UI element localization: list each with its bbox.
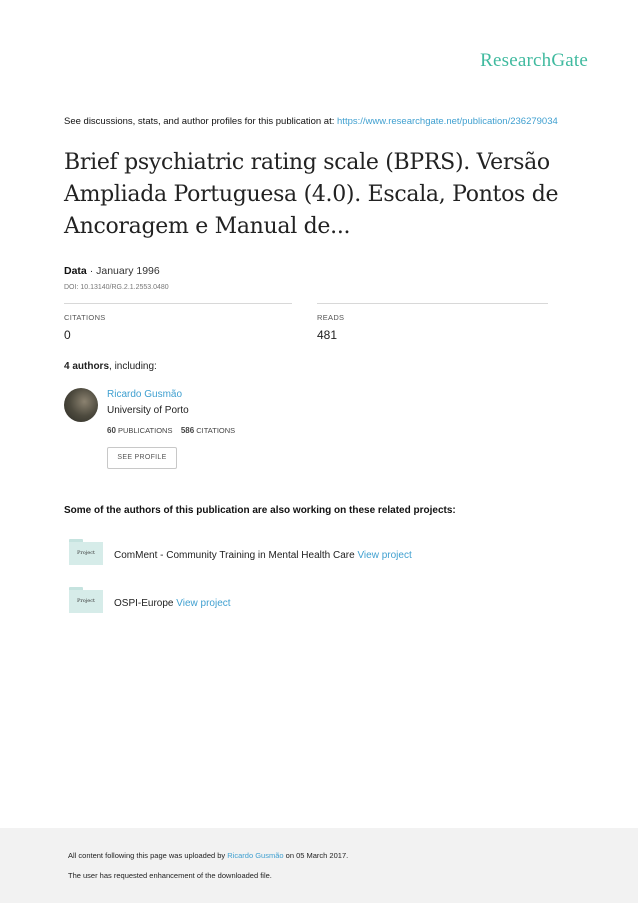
- publication-doi: DOI: 10.13140/RG.2.1.2553.0480: [64, 284, 169, 291]
- project-name: OSPI-Europe: [114, 598, 174, 609]
- authors-suffix: , including:: [109, 361, 157, 372]
- divider-right: [317, 303, 548, 304]
- upload-prefix: All content following this page was uploaded by: [68, 851, 226, 860]
- see-profile-button[interactable]: SEE PROFILE: [107, 447, 177, 469]
- researchgate-logo[interactable]: ResearchGate: [480, 50, 588, 71]
- publication-url-link[interactable]: https://www.researchgate.net/publication/236279034: [337, 116, 558, 127]
- discussion-prefix: See discussions, stats, and author profiles for this publication at:: [64, 116, 335, 127]
- reads-value: 481: [317, 328, 338, 342]
- project-folder-label: Project: [69, 590, 103, 613]
- upload-date: on 05 March 2017.: [285, 851, 349, 860]
- project-item: [114, 550, 412, 561]
- author-citations-count: 586: [180, 426, 195, 435]
- author-publications-count: 60: [107, 426, 116, 435]
- reads-label: READS: [317, 313, 345, 322]
- author-name-link[interactable]: Ricardo Gusmão: [107, 389, 183, 400]
- publication-type: Data: [64, 265, 87, 277]
- project-folder-icon: [69, 539, 103, 565]
- upload-note: [68, 851, 348, 860]
- citations-label: CITATIONS: [64, 313, 106, 322]
- author-publications-label: PUBLICATIONS: [118, 426, 173, 435]
- author-institution: University of Porto: [107, 405, 189, 416]
- author-stats: [107, 426, 235, 435]
- footer-panel: [0, 828, 638, 903]
- authors-summary: [64, 361, 157, 372]
- author-avatar[interactable]: [64, 388, 98, 422]
- authors-count: 4 authors: [64, 361, 110, 372]
- uploader-link[interactable]: Ricardo Gusmão: [227, 851, 284, 860]
- project-item: [114, 598, 231, 609]
- related-projects-heading: Some of the authors of this publication are also working on these related projects:: [64, 505, 456, 516]
- enhancement-note: The user has requested enhancement of the downloaded file.: [68, 871, 272, 880]
- view-project-link[interactable]: View project: [176, 598, 231, 609]
- citations-value: 0: [64, 328, 71, 342]
- project-folder-label: Project: [69, 542, 103, 565]
- project-name: ComMent - Community Training in Mental Health Care: [114, 550, 355, 561]
- author-citations-label: CITATIONS: [196, 426, 236, 435]
- publication-meta: [64, 265, 160, 277]
- publication-date: · January 1996: [89, 265, 160, 277]
- discussion-line: [64, 116, 558, 127]
- divider-left: [64, 303, 292, 304]
- view-project-link[interactable]: View project: [357, 550, 412, 561]
- project-folder-icon: [69, 587, 103, 613]
- publication-title: Brief psychiatric rating scale (BPRS). Versão Ampliada Portuguesa (4.0). Escala, Pontos de Ancoragem e Manual de...: [64, 150, 559, 239]
